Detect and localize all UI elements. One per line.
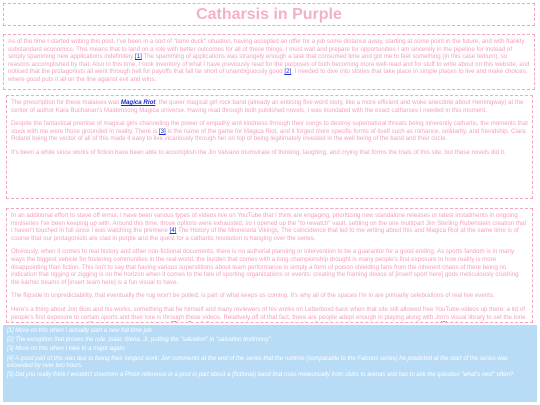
ennui-text-a: In an additional effort to stave off ennui, I have been various types of videos live on YouTube that I think are engaging, prioritizing new standalone releases or latest installments in ongoing miniseries I've been keeping up with. Around this time, those options were exhausted, so I opened up the "to rewatch" vault, settling on the one multipart Jim Sterling Rubenstein creation that I haven't touched in full since I was watching the premiere (11, 212, 527, 235)
page-title: Catharsis in Purple (3, 3, 535, 26)
footnote-ref-2[interactable]: [2] (284, 68, 292, 76)
footnotes (3, 325, 537, 402)
intro-section (3, 34, 535, 90)
prescription-text-a: The prescription for these malaises was (11, 99, 121, 106)
jon-bois-paragraph (11, 306, 528, 323)
vikings-section (6, 208, 533, 323)
catharsis-text-a: Despite the fantastical premise of magical girls channeling the power of empathy and kindness through their songs to destroy supernatural threats being inherently cathartic, the moments that stuck with me were those grounded in reality. There is (11, 120, 528, 135)
catharsis-paragraph (11, 120, 528, 143)
jon-bois-text-b (209, 321, 440, 323)
jon-bois-text-a: Here's a thing about Jon Bois and his works, something that he himself and many reviewers of his works on Letterboxd back when that site still allowed free YouTube-videos up there: a lot of people's first exposure to certain sports and their lore is through these videos. Relatively off of that fact, there are people adept enough in playing along with Jon's visual library to set the tone (11, 305, 526, 321)
intro-text-c: . I needed to dive into stories that take place in simple places to live and make choices, where good puts it all on the line against evil and wins. (8, 68, 528, 83)
triumvirate-paragraph: It's been a while since works of fiction have been able to accomplish the Jin Valvano triumvirate of thinking, laughing, and crying that forms the trials of this site, but these novels did it. (11, 148, 506, 156)
footnote-5: [5] Did you really think I wouldn't shoehorn a Phish reference in a post in part about a (fictional) band that rises meteorically from clubs to arenas and has to ask the question "what's next" often? (7, 372, 514, 379)
ennui-text-b: The History of the Minnesota Vikings. The coincidence that led to me writing about this and Magica Riot at the same time is of course that our protagonists are clad in purple and the quest for a cathartic resolution is hanging over the series. (11, 227, 519, 242)
footnote-2: [2] The exception that proves the rule: Isaac Stena, Jr. putting the "salvation" in "salvation testimony". (7, 337, 273, 344)
intro-text-a: As of the time I started writing this post, I've been in a sort of "lame duck" situation, having accepted an offer for a job some distance away, starting at some point in the future, and with frankly substandard economics. This means that to land on a role with better outcomes for all of these things, I must wait and prepare for opportunities I am sincerely in the pipeline for instead of simply spamming new applications indefinitely (8, 38, 525, 61)
prescription-text-b: , the queer magical girl rock band (already an enticing five word story, like a more efficient and woke anecdote about Hemingway) at the center of author Kara Buchanan's Maidensong Magica universe. Having read through both published novels, I was inundated with the exact catharses I needed in this moment. (11, 99, 524, 114)
footnote-3: [3] More on this when I take to a major again. (7, 346, 126, 353)
footnote-1: [1] More on this when I actually start a new full-time job. (7, 328, 154, 334)
magica-riot-link[interactable]: Magica Riot (120, 99, 156, 106)
prescription-paragraph (11, 99, 528, 114)
footnote-ref-1[interactable]: [1] (134, 53, 142, 61)
footnote-ref-3[interactable]: [3] (158, 127, 166, 135)
ennui-paragraph (11, 212, 528, 242)
zero-gravity-link[interactable] (171, 321, 209, 323)
footnote-ref-4[interactable]: [4] (169, 227, 177, 235)
footnote-4: [4] A good part of this was due to being their longest work: Jon comments at the end of the series that the runtime (comparable to the Falcons series) he predicted at the start of the series was exceeded by over two hours. (7, 355, 508, 369)
magica-riot-section (6, 95, 533, 199)
reality-paragraph: Obviously, when it comes to real history and other non-fictional documents, there is no authorial planning or intervention to be a guarantor for a good ending. As sports fandom is in many ways the biggest vehicle for fostering communities in the real world, the burden that comes with a long championship drought is many people's first exposure to how reality is more disappointing than fiction. This isn't to say that having various superstitions about team performance is simply a form of poison shielding fans from the inherent chaos of there being no indication that rigging or zigging is on the horizon when it comes to the fate of sporting organizations or events: creating the framing device of [insert sport here] gods meticulously crushing the karmic beams of [insert team here] is a fun visual to have. (11, 248, 519, 286)
intro-paragraph (8, 38, 530, 84)
intro-text-b: The spamming of applications was strangely enough a task that consumed time and got me to feel something (in this case tedium), so reasons accomplished by that. Also in this time, I took inventory of what I have previously read for the purposes of both becoming more well-read and for stuff to write about on this website, and noticed that the protagonists all went through hell for payoffs that fall far short of unambiguously good (8, 53, 530, 76)
catharsis-text-b: is the name of the game for Magica Riot, and it forged more specific forms of itself such as romance, solidarity, and friendship. Clara Roland being the vector of all of this made it easy to live vicariously through her on top of being legitimately invested in the well being of the band and their circle. (11, 127, 526, 143)
flipside-paragraph: The flipside to unpredictability, that eventually the rug won't be pulled, is part of what keeps us coming. It's why all of the spaces I'm in are primarily celebrations of real live events. (11, 292, 495, 300)
